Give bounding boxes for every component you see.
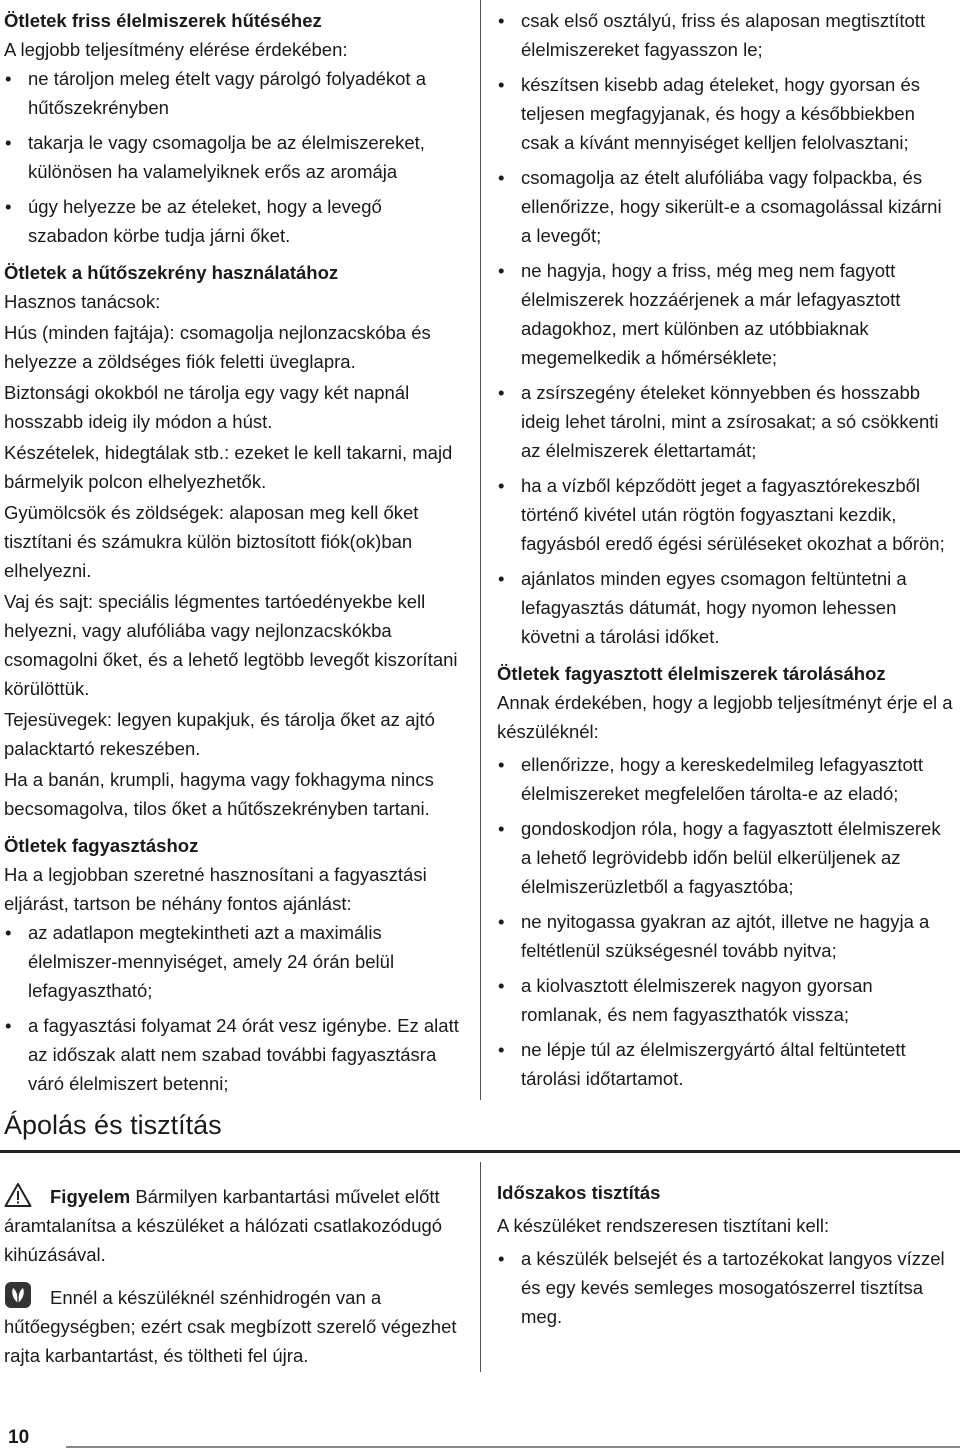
list-item: • a kiolvasztott élelmiszerek nagyon gyorsan romlanak, és nem fagyaszthatók vissza; — [497, 971, 955, 1029]
list-freezing-cont — [497, 6, 955, 651]
environment-leaf-icon — [4, 1281, 32, 1307]
warning-label: Figyelem — [50, 1186, 131, 1207]
paragraph: Gyümölcsök és zöldségek: alaposan meg kell őket tisztítani és számukra külön biztosított fiók(ok)ban elhelyezni. — [4, 502, 419, 581]
heading-fridge-use: Ötletek a hűtőszekrény használatához — [4, 262, 339, 283]
page-number: 10 — [8, 1427, 30, 1448]
left-column — [4, 6, 460, 1104]
heading-freezing: Ötletek fagyasztáshoz — [4, 835, 199, 856]
list-fresh-food — [4, 64, 460, 250]
paragraph: Készételek, hidegtálak stb.: ezeket le kell takarni, majd bármelyik polcon elhelyezhetők. — [4, 442, 453, 492]
column-divider — [480, 0, 481, 1100]
list-item: • ha a vízből képződött jeget a fagyasztórekeszből történő kivétel után rögtön fogyasztani kezdik, fagyásból eredő égési sérüléseket okozhat a bőrön; — [497, 471, 955, 558]
environment-text: Ennél a készüléknél szénhidrogén van a hűtőegységben; ezért csak megbízott szerelő végezhet rajta karbantartást, és töltheti fel újra. — [4, 1287, 457, 1366]
right-column — [497, 6, 955, 1099]
list-item: • csomagolja az ételt alufóliába vagy folpackba, és ellenőrizze, hogy sikerült-e a csomagolással kizárni a levegőt; — [497, 163, 955, 250]
heading-fresh-food: Ötletek friss élelmiszerek hűtéséhez — [4, 10, 322, 31]
column-divider-bottom — [480, 1162, 481, 1372]
paragraph: Tejesüvegek: legyen kupakjuk, és tárolja őket az ajtó palacktartó rekeszében. — [4, 709, 435, 759]
paragraph: Hasznos tanácsok: — [4, 291, 161, 312]
heading-frozen-storage: Ötletek fagyasztott élelmiszerek tárolásához — [497, 663, 886, 684]
paragraph: Biztonsági okokból ne tárolja egy vagy két napnál hosszabb ideig ily módon a húst. — [4, 382, 410, 432]
list-item: • az adatlapon megtekintheti azt a maximális élelmiszer-mennyiséget, amely 24 órán belül lefagyasztható; — [4, 918, 460, 1005]
warning-text: Bármilyen karbantartási művelet előtt áramtalanítsa a készüléket a hálózati csatlakozódugó kihúzásával. — [4, 1186, 443, 1265]
list-item: • ne lépje túl az élelmiszergyártó által feltüntetett tárolási időtartamot. — [497, 1035, 955, 1093]
list-periodic-cleaning — [497, 1244, 953, 1331]
footer-rule — [66, 1446, 960, 1448]
intro-freezing: Ha a legjobban szeretné hasznosítani a fagyasztási eljárást, tartson be néhány fontos ajánlást: — [4, 864, 427, 914]
paragraph: Vaj és sajt: speciális légmentes tartóedényekbe kell helyezni, vagy alufóliába vagy nejlonzacskókba csomagolni őket, és a lehető legtöbb levegőt kiszorítani körülöttük. — [4, 591, 458, 699]
intro-periodic-cleaning: A készüléket rendszeresen tisztítani kell: — [497, 1215, 830, 1236]
intro-fresh-food: A legjobb teljesítmény elérése érdekében: — [4, 39, 348, 60]
list-item: • ne hagyja, hogy a friss, még meg nem fagyott élelmiszerek hozzáérjenek a már lefagyasztott adagokhoz, mert különben az utóbbiaknak megemelkedik a hőmérséklete; — [497, 256, 955, 372]
list-item: • ne nyitogassa gyakran az ajtót, illetve ne hagyja a feltétlenül szükségesnél tovább nyitva; — [497, 907, 955, 965]
list-item: • a zsírszegény ételeket könnyebben és hosszabb ideig lehet tárolni, mint a zsírosakat; a só csökkenti az élelmiszerek élettartamát; — [497, 378, 955, 465]
section-rule — [0, 1150, 960, 1153]
paragraph: Hús (minden fajtája): csomagolja nejlonzacskóba és helyezze a zöldséges fiók feletti üveglapra. — [4, 322, 431, 372]
list-item: • ajánlatos minden egyes csomagon feltüntetni a lefagyasztás dátumát, hogy nyomon lehessen követni a tárolási időket. — [497, 564, 955, 651]
list-item: • úgy helyezze be az ételeket, hogy a levegő szabadon körbe tudja járni őket. — [4, 192, 460, 250]
warning-notice — [4, 1182, 464, 1269]
list-item: • gondoskodjon róla, hogy a fagyasztott élelmiszerek a lehető legrövidebb időn belül elkerüljenek az élelmiszerüzletből a fagyasztóba; — [497, 814, 955, 901]
list-frozen-storage — [497, 750, 955, 1093]
paragraph: Ha a banán, krumpli, hagyma vagy fokhagyma nincs becsomagolva, tilos őket a hűtőszekrényben tartani. — [4, 769, 434, 819]
intro-frozen-storage: Annak érdekében, hogy a legjobb teljesítményt érje el a készüléknél: — [497, 692, 953, 742]
environment-notice — [4, 1281, 464, 1370]
warning-triangle-icon — [4, 1182, 32, 1208]
list-item: • a fagyasztási folyamat 24 órát vesz igénybe. Ez alatt az időszak alatt nem szabad további fagyasztásra váró élelmiszert betenni; — [4, 1011, 460, 1098]
list-item: • ne tároljon meleg ételt vagy párolgó folyadékot a hűtőszekrényben — [4, 64, 460, 122]
heading-periodic-cleaning: Időszakos tisztítás — [497, 1182, 661, 1203]
list-item: • ellenőrizze, hogy a kereskedelmileg lefagyasztott élelmiszereket megfelelően tárolta-e az eladó; — [497, 750, 955, 808]
list-item: • készítsen kisebb adag ételeket, hogy gyorsan és teljesen megfagyjanak, és hogy a későbbiekben csak a kívánt mennyiséget kelljen felolvasztani; — [497, 70, 955, 157]
list-freezing — [4, 918, 460, 1098]
list-item: • takarja le vagy csomagolja be az élelmiszereket, különösen ha valamelyiknek erős az aromája — [4, 128, 460, 186]
section-title: Ápolás és tisztítás — [4, 1110, 222, 1140]
list-item: • csak első osztályú, friss és alaposan megtisztított élelmiszereket fagyasszon le; — [497, 6, 955, 64]
list-item: • a készülék belsejét és a tartozékokat langyos vízzel és egy kevés semleges mosogatószerrel tisztítsa meg. — [497, 1244, 953, 1331]
periodic-cleaning — [497, 1178, 953, 1337]
